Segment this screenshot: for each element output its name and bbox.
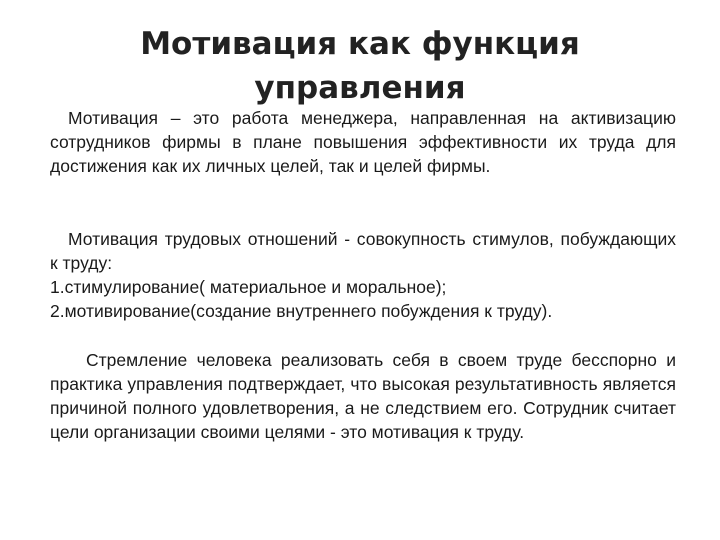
- labor-relations-block: [50, 227, 676, 323]
- self-realization-block: [50, 348, 676, 444]
- self-realization-paragraph: Стремление человека реализовать себя в своем труде бесспорно и практика управления подтверждает, что высокая результативность является причиной полного удовлетворения, а не следствием его. Сотрудник считает цели организации своими целями - это мотивация к труду.: [50, 350, 676, 442]
- list-item: 2.мотивирование(создание внутреннего побуждения к труду).: [50, 301, 553, 321]
- list-item: 1.стимулирование( материальное и моральное);: [50, 277, 447, 297]
- labor-relations-paragraph: Мотивация трудовых отношений - совокупность стимулов, побуждающих к труду:: [50, 229, 676, 273]
- definition-block: [50, 106, 676, 178]
- stimulus-list: [50, 275, 676, 323]
- definition-paragraph: Мотивация – это работа менеджера, направленная на активизацию сотрудников фирмы в плане повышения эффективности их труда для достижения как их личных целей, так и целей фирмы.: [50, 108, 676, 176]
- slide-title: Мотивация как функция управления: [140, 26, 580, 106]
